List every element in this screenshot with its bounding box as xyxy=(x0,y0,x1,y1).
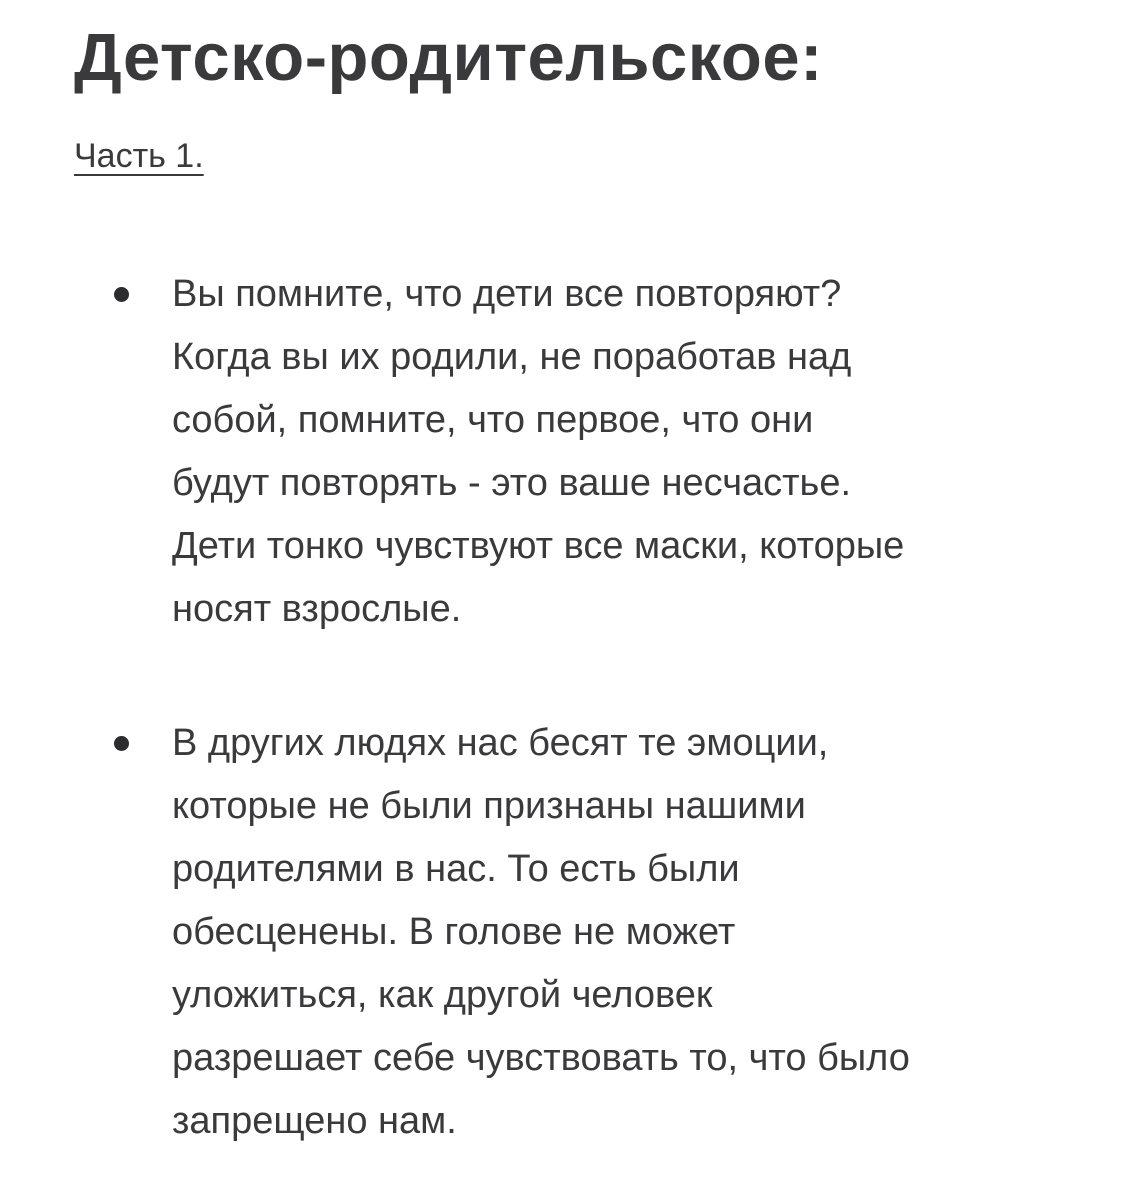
list-item-text: Вы помните, что дети все повторяют? Когда вы их родили, не поработав над собой, помните, что первое, что они будут повторять - это ваше несчастье. Дети тонко чувствуют все маски, которые носят взрослые. xyxy=(172,273,905,630)
bullet-dot-icon xyxy=(114,287,129,302)
page-title: Детско-родительское: xyxy=(74,20,823,95)
section-subtitle: Часть 1. xyxy=(74,137,204,175)
bullet-dot-icon xyxy=(114,736,129,751)
list-item-text: В других людях нас бесят те эмоции, которые не были признаны нашими родителями в нас. То есть были обесценены. В голове не может уложиться, как другой человек разрешает себе чувствовать то, что было запрещено нам. xyxy=(172,722,910,1142)
